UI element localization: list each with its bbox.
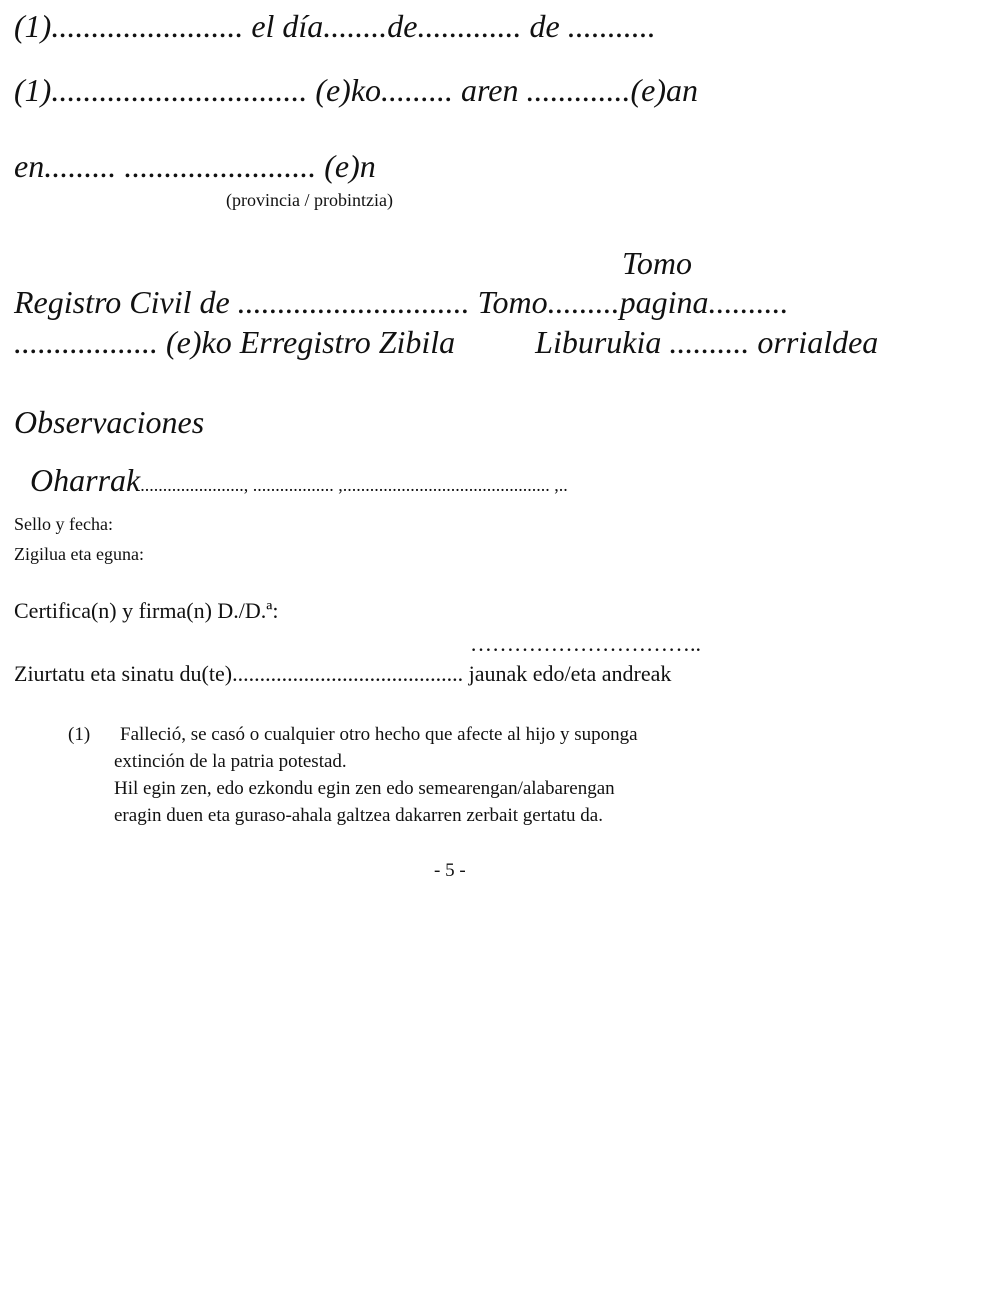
footnote-line: Hil egin zen, edo ezkondu egin zen edo semearengan/alabarengan (114, 778, 615, 799)
oharrak-line (14, 442, 568, 518)
place-line: en......... ........................ (e)n (14, 148, 376, 184)
page-number: - 5 - (434, 860, 466, 881)
observaciones-heading: Observaciones (14, 404, 205, 440)
oharrak-dots: ......................., .................. ,.............................................. ,.. (140, 475, 568, 495)
footnote-line: Falleció, se casó o cualquier otro hecho que afecte al hijo y suponga (120, 724, 638, 745)
certifica-label: Certifica(n) y firma(n) D./D.ª: (14, 598, 279, 623)
date-line-basque: (1)................................ (e)ko......... aren .............(e)an (14, 72, 699, 108)
sello-label: Sello y fecha: (14, 514, 113, 534)
oharrak-label: Oharrak (30, 462, 141, 498)
footnote-marker: (1) (68, 724, 91, 745)
registro-line-basque: .................. (e)ko Erregistro Zibila Liburukia .......... orrialdea (14, 324, 879, 360)
signature-dots: ………………………….. (470, 631, 701, 656)
tomo-label: Tomo (622, 245, 692, 281)
date-line-spanish: (1)........................ el día........de............. de ........... (14, 8, 656, 44)
ziurtatu-line: Ziurtatu eta sinatu du(te).......................................... jaunak edo/eta andreak (14, 661, 672, 686)
footnote-line: eragin duen eta guraso-ahala galtzea dakarren zerbait gertatu da. (114, 805, 603, 826)
province-label: (provincia / probintzia) (226, 190, 393, 210)
zigilua-label: Zigilua eta eguna: (14, 544, 144, 564)
footnote-line: extinción de la patria potestad. (114, 751, 347, 772)
registro-line-spanish: Registro Civil de ............................. Tomo.........pagina.......... (14, 284, 789, 320)
